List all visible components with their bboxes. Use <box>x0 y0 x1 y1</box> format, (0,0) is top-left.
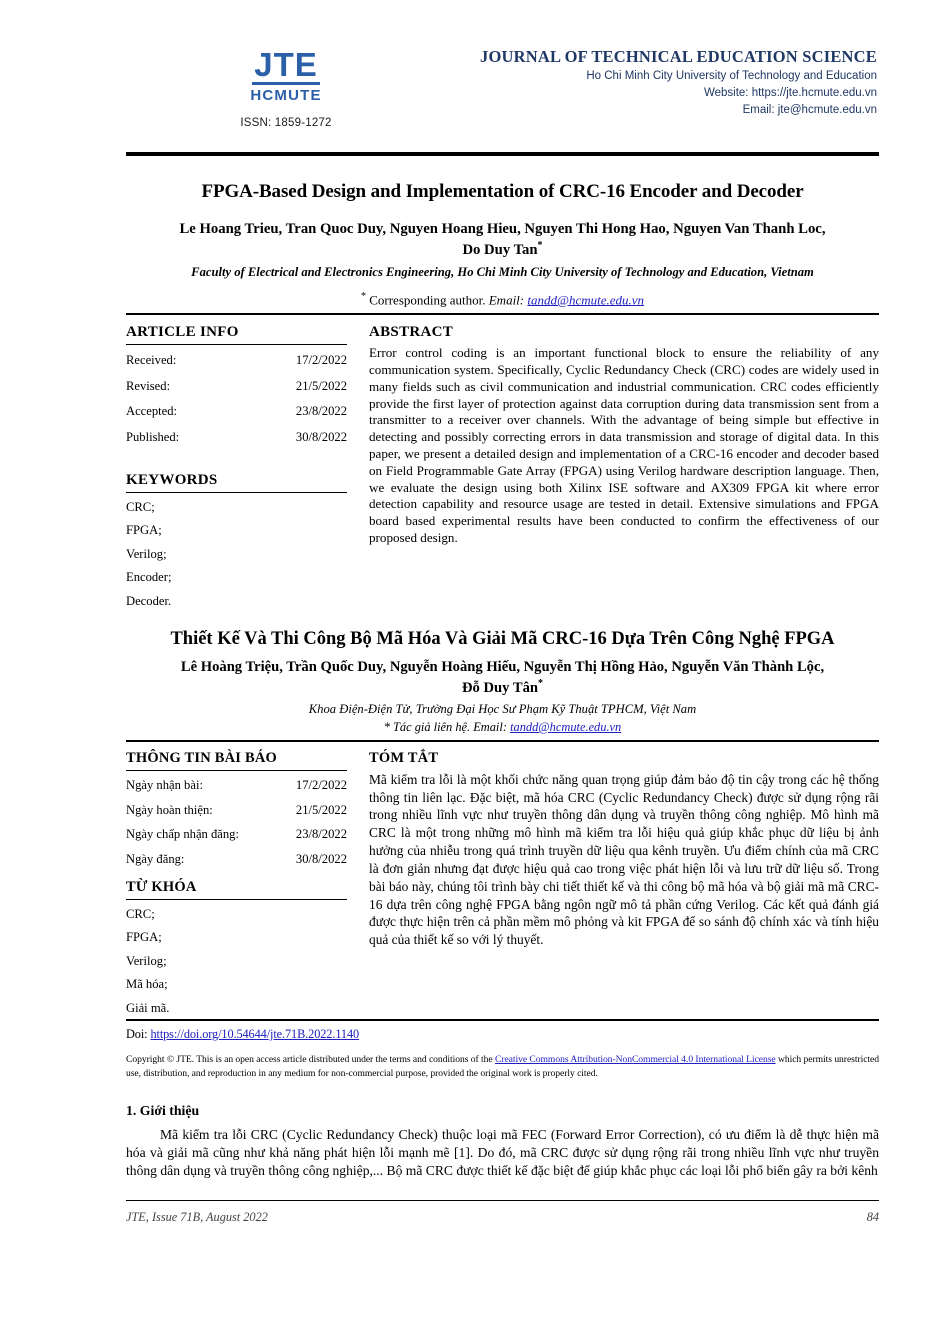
info-value: 23/8/2022 <box>295 827 347 842</box>
info-value: 17/2/2022 <box>295 353 347 368</box>
table-row <box>126 424 347 449</box>
hcmute-logo-text: HCMUTE <box>250 87 322 104</box>
keywords-spacer <box>126 449 347 463</box>
table-row <box>126 373 347 398</box>
author-list-line1: Le Hoang Trieu, Tran Quoc Duy, Nguyen Hoang Hieu, Nguyen Thi Hong Hao, Nguyen Van Thanh Loc, <box>179 220 826 237</box>
footer-issue-text: JTE, Issue 71B, August 2022 <box>126 1210 268 1225</box>
corresponding-author-label: Corresponding author. <box>369 292 486 308</box>
page-title: FPGA-Based Design and Implementation of CRC-16 Encoder and Decoder <box>201 181 804 202</box>
copyright-notice <box>126 1053 879 1081</box>
jte-logo-text: JTE <box>254 46 318 83</box>
corresponding-email-label: Email: <box>488 292 525 308</box>
copyright-text-part1: Copyright © JTE. This is an open access article distributed under the terms and conditions of the <box>126 1054 495 1066</box>
table-row <box>126 773 347 797</box>
article-info-heading-rule <box>126 344 347 345</box>
abstract-text: Error control coding is an important functional block to ensure the reliability of any communication system. Specifically, Cyclic Redundancy Check (CRC) codes are widely used in many fields such as civil communication and industrial communication. CRC codes efficiently provide the first layer of protection against data corruption during data transmission sent from a transmitter to a receiver over channels. With the advantage of being simple but effective in detecting and possibly correcting errors in data transmission and storage of digital data. In this paper, we present a detailed design and implementation of a CRC-16 encoder and decoder based on Field Programmable Gate Array (FPGA) using Verilog hardware description language. Then, we evaluate the design using both Xilinx ISE software and AX309 FPGA kit where error detection capability and resource usage are tested in detail. Extensive simulations and FPGA board based experimental results have been conducted to confirm the effectiveness of our proposed design. <box>369 345 879 546</box>
keywords-heading-rule <box>126 492 347 493</box>
masthead-divider <box>126 152 879 156</box>
list-item: Decoder. <box>126 593 172 608</box>
journal-identity <box>426 48 879 120</box>
page-number: 84 <box>866 1210 879 1225</box>
abstract-column <box>369 315 879 612</box>
article-info-heading-rule-vn <box>126 770 347 771</box>
copyright-text-part2: which permits unrestricted use, distribution, and reproduction in any medium for non-commercial purpose, provided the original work is properly cited. <box>126 1054 880 1079</box>
corresponding-author-line <box>126 291 879 308</box>
corresponding-marker-vn: * <box>537 677 543 689</box>
doi-line <box>126 1021 879 1042</box>
list-item: FPGA; <box>126 930 162 945</box>
doi-link[interactable]: https://doi.org/10.54644/jte.71B.2022.1140 <box>150 1027 360 1042</box>
masthead <box>126 0 879 146</box>
table-row <box>126 347 347 372</box>
info-label: Published: <box>126 429 180 444</box>
corresponding-marker-2: * <box>360 290 366 302</box>
table-row <box>126 797 347 821</box>
info-value: 23/8/2022 <box>295 404 347 419</box>
abstract-column-vn <box>369 742 879 1019</box>
info-label: Ngày nhận bài: <box>126 778 203 793</box>
list-item: Giải mã. <box>126 1000 170 1015</box>
table-row <box>126 398 347 423</box>
info-label: Accepted: <box>126 404 178 419</box>
author-list <box>126 220 879 261</box>
author-list-vn-line2: Đỗ Duy Tân <box>462 679 538 696</box>
author-list-vn-line1: Lê Hoàng Triệu, Trần Quốc Duy, Nguyễn Hoàng Hiếu, Nguyễn Thị Hồng Hảo, Nguyễn Văn Thành Lộc, <box>180 658 825 675</box>
table-row <box>126 846 347 870</box>
corresponding-author-label-vn: * Tác giả liên hệ. Email: <box>383 719 507 734</box>
journal-email: Email: jte@hcmute.edu.vn <box>742 104 877 117</box>
journal-logo <box>126 48 426 129</box>
info-value: 30/8/2022 <box>295 851 347 866</box>
table-row <box>126 822 347 846</box>
list-item: Verilog; <box>126 546 167 561</box>
journal-title: JOURNAL OF TECHNICAL EDUCATION SCIENCE <box>480 47 877 66</box>
article-info-abstract-grid-vn <box>126 742 879 1019</box>
info-label: Received: <box>126 353 177 368</box>
article-info-heading-vn: THÔNG TIN BÀI BÁO <box>126 749 277 766</box>
keywords-heading-vn: TỪ KHÓA <box>126 878 197 895</box>
info-value: 17/2/2022 <box>295 778 347 793</box>
info-value: 30/8/2022 <box>295 429 347 444</box>
page-content <box>126 0 879 1225</box>
article-info-column <box>126 315 369 612</box>
corresponding-author-line-vn <box>126 720 879 735</box>
abstract-text-vn: Mã kiểm tra lỗi là một khối chức năng quan trọng giúp đảm bảo độ tin cậy trong các hệ thống thông tin liên lạc. Đặc biệt, mã hóa CRC (Cyclic Redundancy Check) được sử dụng rộng rãi trong nhiều lĩnh vực như truyền thông dân dụng và truyền thông công nghiệp. Mô hình mã CRC là một trong những mô hình mã kiểm tra lỗi hiệu quả giúp khắc phục dữ liệu bị ảnh hưởng của nhiễu trong quá trình truyền dữ liệu qua kênh truyền. Ưu điểm chính của mã CRC là đơn giản nhưng đạt được hiệu quả cao trong việc phát hiện lỗi và lưu trữ dữ liệu số. Trong bài báo này, chúng tôi trình bày chi tiết thiết kế và thi công bộ mã hóa và bộ giải mã mã CRC-16 dựa trên công nghệ FPGA bằng ngôn ngữ mô tả phần cứng Verilog. Các kết quả đánh giá được thực hiện trên cả phần mềm mô phỏng và kit FPGA để so sánh độ chính xác và tính hiệu quả của thiết kế so với lý thuyết. <box>369 771 879 948</box>
list-item: CRC; <box>126 500 155 515</box>
article-info-heading: ARTICLE INFO <box>126 324 239 341</box>
abstract-heading: ABSTRACT <box>369 324 454 341</box>
info-label: Ngày chấp nhận đăng: <box>126 827 239 842</box>
doi-label: Doi: <box>126 1027 148 1042</box>
keywords-heading-rule-vn <box>126 899 347 900</box>
corresponding-email-link[interactable]: tandd@hcmute.edu.vn <box>527 292 645 308</box>
journal-website: Website: https://jte.hcmute.edu.vn <box>703 87 877 100</box>
info-value: 21/5/2022 <box>295 378 347 393</box>
list-item: CRC; <box>126 906 155 921</box>
affiliation-vn: Khoa Điện-Điện Tử, Trường Đại Học Sư Phạm Kỹ Thuật TPHCM, Việt Nam <box>308 702 697 717</box>
author-list-vn <box>126 658 879 698</box>
article-info-column-vn <box>126 742 369 1019</box>
list-item: FPGA; <box>126 523 162 538</box>
info-label: Ngày đăng: <box>126 851 185 866</box>
section-heading-introduction: 1. Giới thiệu <box>126 1102 200 1118</box>
info-label: Revised: <box>126 378 171 393</box>
abstract-heading-vn: TÓM TẮT <box>369 749 439 766</box>
page-footer <box>126 1201 879 1225</box>
info-value: 21/5/2022 <box>295 802 347 817</box>
corresponding-email-link-vn[interactable]: tandd@hcmute.edu.vn <box>510 719 622 734</box>
corresponding-marker: * <box>537 240 543 252</box>
keywords-heading: KEYWORDS <box>126 472 218 489</box>
list-item: Encoder; <box>126 570 172 585</box>
page-title-vn: Thiết Kế Và Thi Công Bộ Mã Hóa Và Giải Mã CRC-16 Dựa Trên Công Nghệ FPGA <box>170 629 835 650</box>
info-label: Ngày hoàn thiện: <box>126 802 213 817</box>
list-item: Verilog; <box>126 953 167 968</box>
license-link[interactable]: Creative Commons Attribution-NonCommercial 4.0 International License <box>494 1054 776 1066</box>
introduction-paragraph: Mã kiểm tra lỗi CRC (Cyclic Redundancy Check) thuộc loại mã FEC (Forward Error Correction), có ưu điểm là dễ thực hiện mã hóa và giải mã cũng như khả năng phát hiện lỗi mạnh mẽ [1]. Do đó, mã CRC được sử dụng rộng rãi trong nhiều lĩnh vực như truyền thông dân dụng và truyền thông công nghiệp,... Bộ mã CRC được thiết kế đặc biệt để giúp khắc phục các loại lỗi phổ biến gây ra bởi kênh <box>126 1126 879 1178</box>
author-list-line2: Do Duy Tan <box>462 242 538 259</box>
issn-text: ISSN: 1859-1272 <box>240 116 332 129</box>
article-info-abstract-grid <box>126 315 879 612</box>
list-item: Mã hóa; <box>126 977 168 992</box>
affiliation: Faculty of Electrical and Electronics Engineering, Ho Chi Minh City University of Technology and Education, Vietnam <box>191 265 814 280</box>
journal-university: Ho Chi Minh City University of Technology and Education <box>586 69 877 82</box>
